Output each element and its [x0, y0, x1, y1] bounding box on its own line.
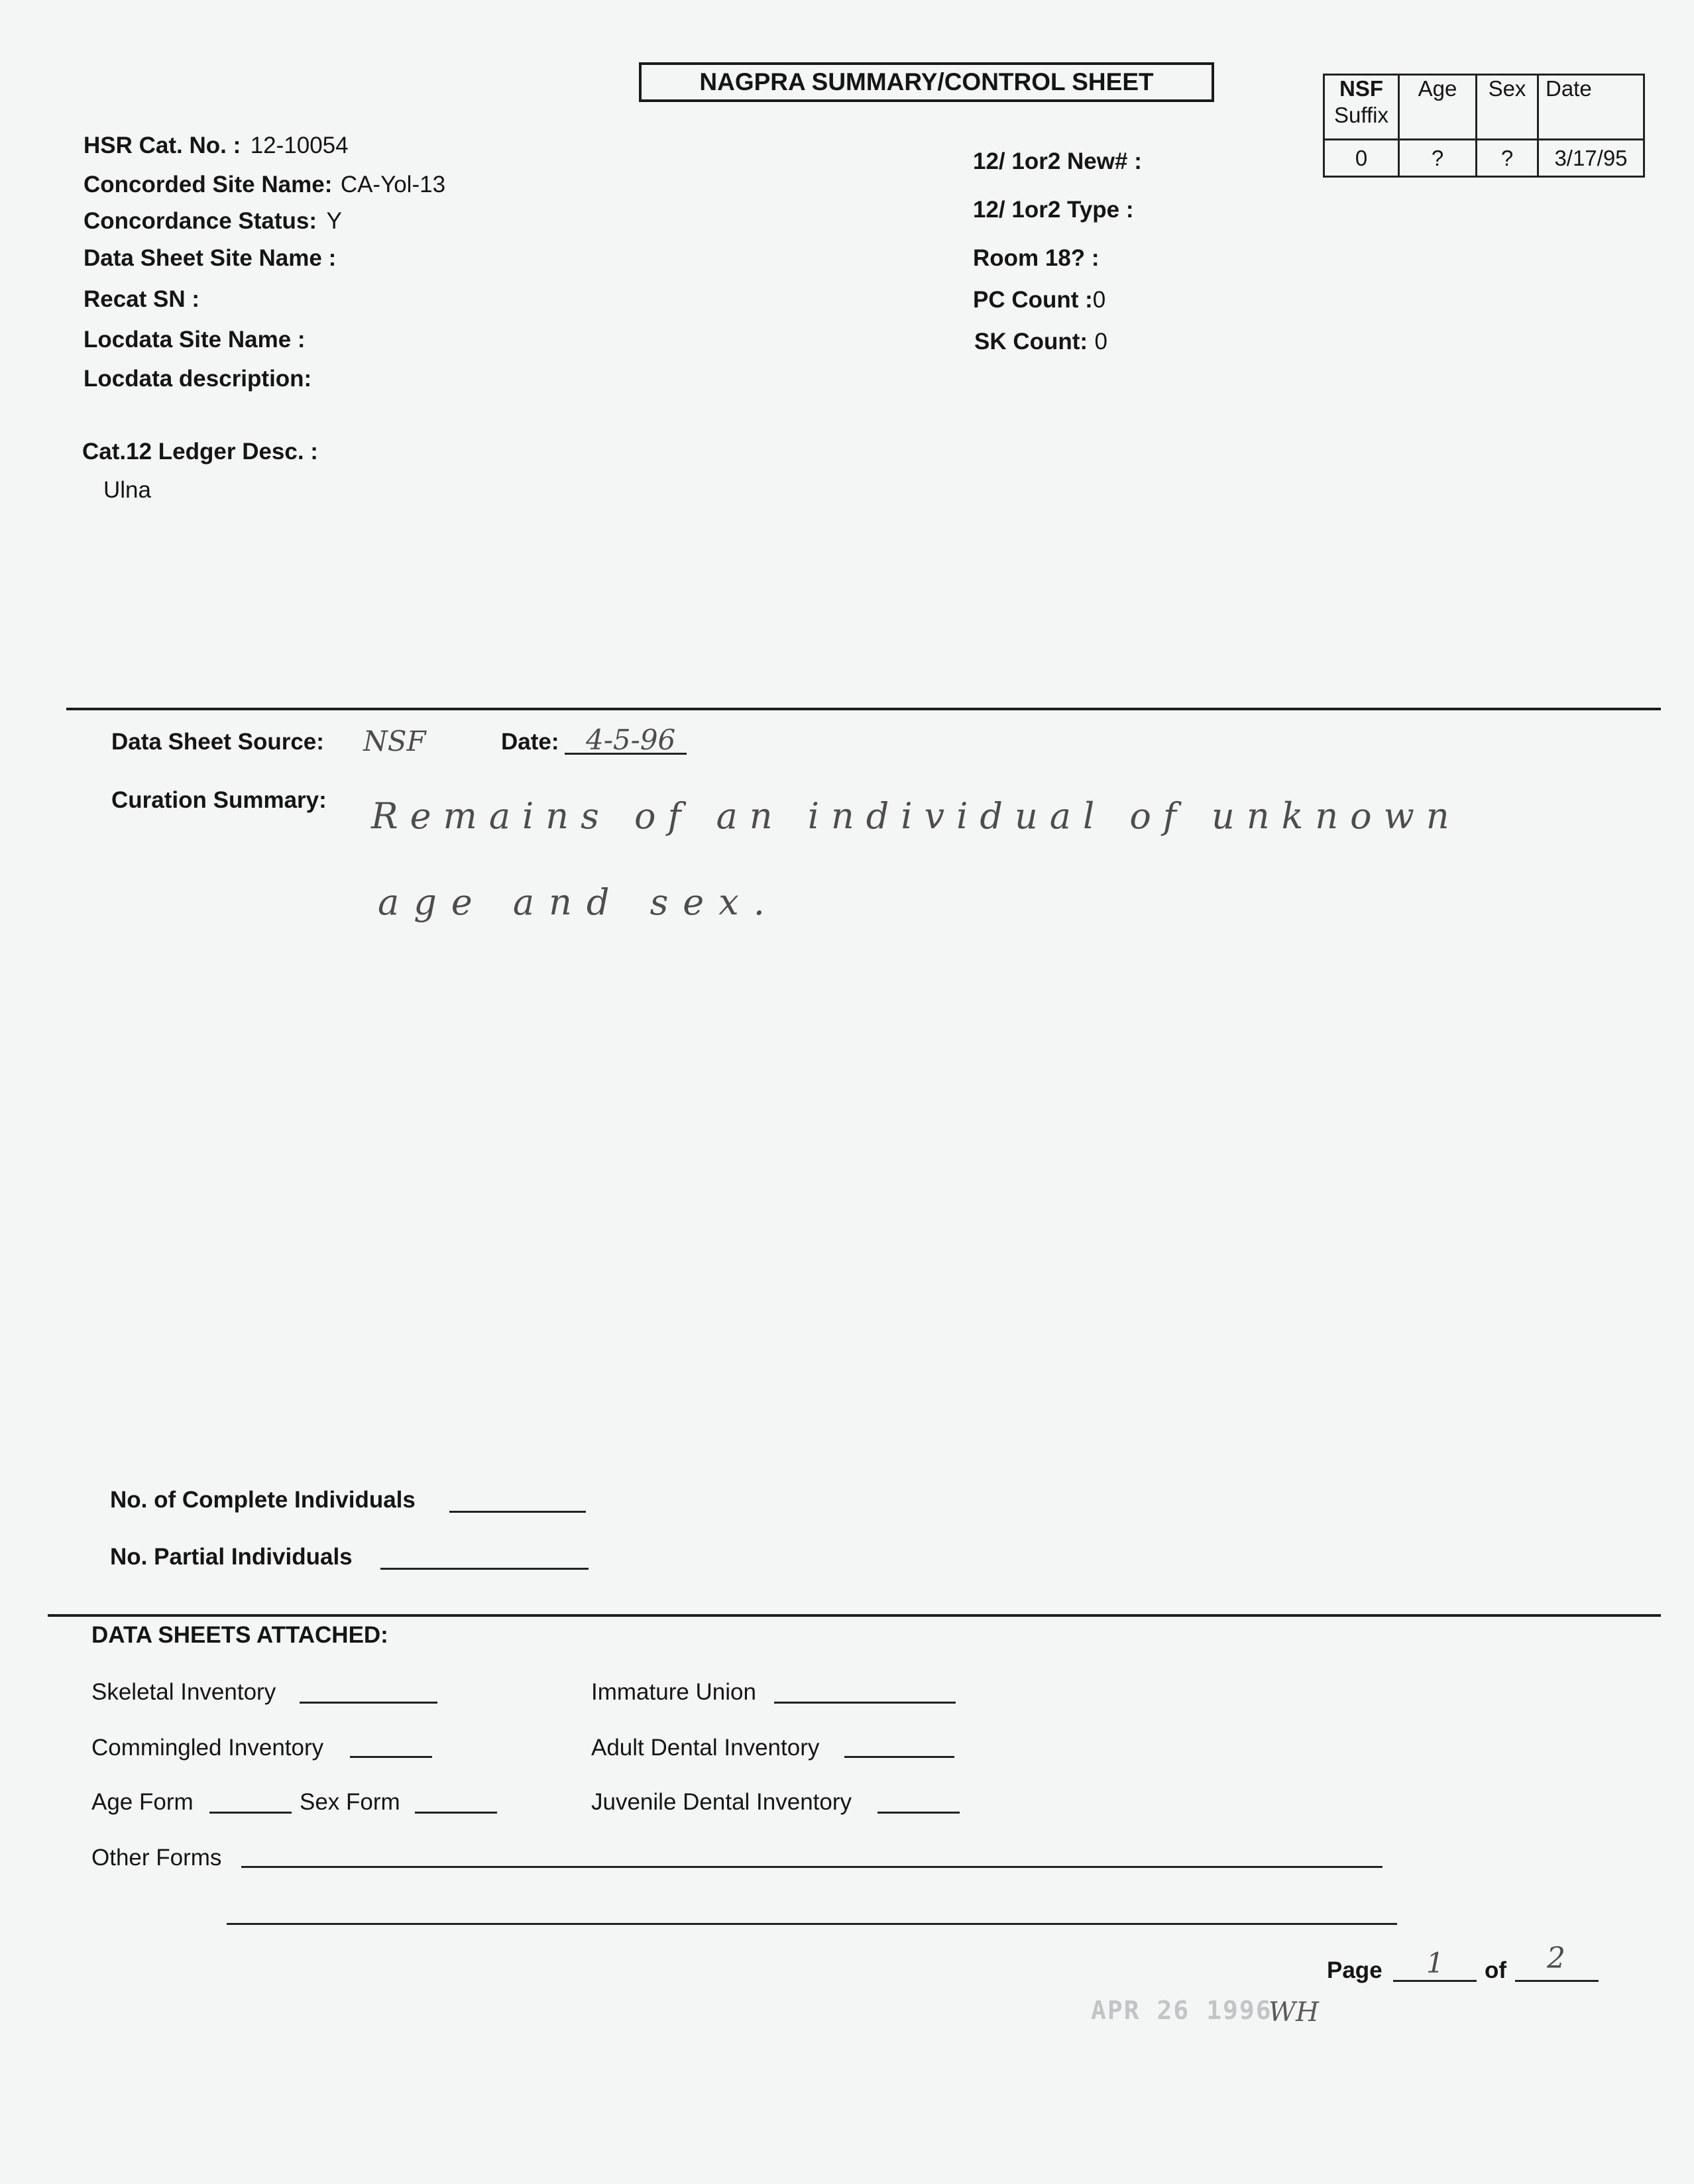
- partial-individuals-label: No. Partial Individuals: [110, 1544, 353, 1570]
- date-label: Date:: [501, 729, 559, 755]
- sk-count-label: SK Count:: [974, 329, 1088, 355]
- age-form-blank: [209, 1812, 292, 1814]
- date-value: 4-5-96: [586, 724, 676, 756]
- concordance-status-field: [84, 208, 342, 235]
- immature-union-blank: [774, 1702, 956, 1704]
- complete-individuals-label: No. of Complete Individuals: [110, 1487, 416, 1513]
- age-cell: ?: [1399, 140, 1477, 177]
- page-title: NAGPRA SUMMARY/CONTROL SHEET: [639, 62, 1214, 102]
- type-label: 12/ 1or2 Type :: [973, 197, 1134, 223]
- section-divider-top: [66, 708, 1661, 710]
- other-forms-blank-2: [227, 1923, 1397, 1925]
- hsr-cat-label: HSR Cat. No. :: [84, 133, 241, 158]
- curation-summary-line1: Remains of an individual of unknown: [371, 795, 1461, 837]
- nsf-table: [1323, 74, 1645, 178]
- nsf-header-line2: Suffix: [1334, 103, 1388, 127]
- locdata-description-label: Locdata description:: [84, 366, 312, 392]
- hsr-cat-field: [84, 133, 349, 159]
- pc-count-field: [973, 287, 1105, 313]
- adult-dental-inventory-label: Adult Dental Inventory: [591, 1735, 820, 1761]
- concorded-site-label: Concorded Site Name:: [84, 172, 333, 197]
- complete-individuals-blank: [449, 1511, 586, 1513]
- section-divider-bottom: [48, 1614, 1661, 1617]
- age-header: Age: [1399, 75, 1477, 140]
- concorded-site-value: CA-Yol-13: [340, 172, 446, 197]
- curation-summary-line2: age and sex.: [378, 881, 779, 923]
- nsf-suffix-cell: 0: [1324, 140, 1399, 177]
- sk-count-value: 0: [1094, 329, 1107, 355]
- sex-form-label: Sex Form: [300, 1789, 400, 1815]
- page-value: 1: [1426, 1947, 1444, 1979]
- sex-cell: ?: [1477, 140, 1538, 177]
- stamp-initials: WH: [1269, 1997, 1319, 2028]
- age-form-label: Age Form: [91, 1789, 194, 1815]
- concordance-status-value: Y: [326, 208, 342, 234]
- nsf-table-row: [1324, 140, 1644, 177]
- nsf-suffix-header: [1324, 75, 1399, 140]
- pc-count-value: 0: [1092, 287, 1106, 313]
- data-sheet-site-label: Data Sheet Site Name :: [84, 245, 337, 271]
- curation-summary-label: Curation Summary:: [111, 787, 327, 813]
- concordance-status-label: Concordance Status:: [84, 208, 317, 234]
- page-label: Page: [1327, 1957, 1383, 1983]
- data-sheet-source-value: NSF: [363, 725, 426, 757]
- juvenile-dental-inventory-label: Juvenile Dental Inventory: [591, 1789, 852, 1815]
- commingled-inventory-label: Commingled Inventory: [91, 1735, 324, 1761]
- juvenile-dental-inventory-blank: [877, 1812, 960, 1814]
- of-blank: [1515, 1980, 1599, 1982]
- nsf-table-header-row: [1324, 75, 1644, 140]
- nsf-header-line1: NSF: [1339, 76, 1383, 101]
- received-date-stamp: APR 26 1996: [1091, 1996, 1272, 2025]
- room18-label: Room 18? :: [973, 245, 1100, 271]
- skeletal-inventory-label: Skeletal Inventory: [91, 1679, 276, 1705]
- hsr-cat-value: 12-10054: [250, 133, 349, 158]
- date-header: Date: [1538, 75, 1644, 140]
- skeletal-inventory-blank: [300, 1702, 437, 1704]
- other-forms-blank-1: [241, 1866, 1383, 1868]
- immature-union-label: Immature Union: [591, 1679, 756, 1705]
- concorded-site-field: [84, 172, 445, 198]
- sk-count-field: [974, 329, 1107, 355]
- ledger-desc-label: Cat.12 Ledger Desc. :: [82, 439, 318, 464]
- adult-dental-inventory-blank: [844, 1756, 954, 1758]
- sex-header: Sex: [1477, 75, 1538, 140]
- new-num-label: 12/ 1or2 New# :: [973, 148, 1142, 174]
- data-sheet-source-label: Data Sheet Source:: [111, 729, 324, 755]
- pc-count-label: PC Count :: [973, 287, 1093, 313]
- sex-form-blank: [415, 1812, 497, 1814]
- recat-sn-label: Recat SN :: [84, 286, 200, 312]
- ledger-desc-value: Ulna: [103, 477, 151, 503]
- date-cell: 3/17/95: [1538, 140, 1644, 177]
- other-forms-label: Other Forms: [91, 1845, 222, 1871]
- of-value: 2: [1547, 1941, 1565, 1975]
- partial-individuals-blank: [380, 1568, 589, 1570]
- page-blank: [1393, 1980, 1477, 1982]
- commingled-inventory-blank: [350, 1756, 432, 1758]
- attached-heading: DATA SHEETS ATTACHED:: [91, 1622, 388, 1648]
- locdata-site-label: Locdata Site Name :: [84, 327, 306, 353]
- of-label: of: [1485, 1957, 1507, 1983]
